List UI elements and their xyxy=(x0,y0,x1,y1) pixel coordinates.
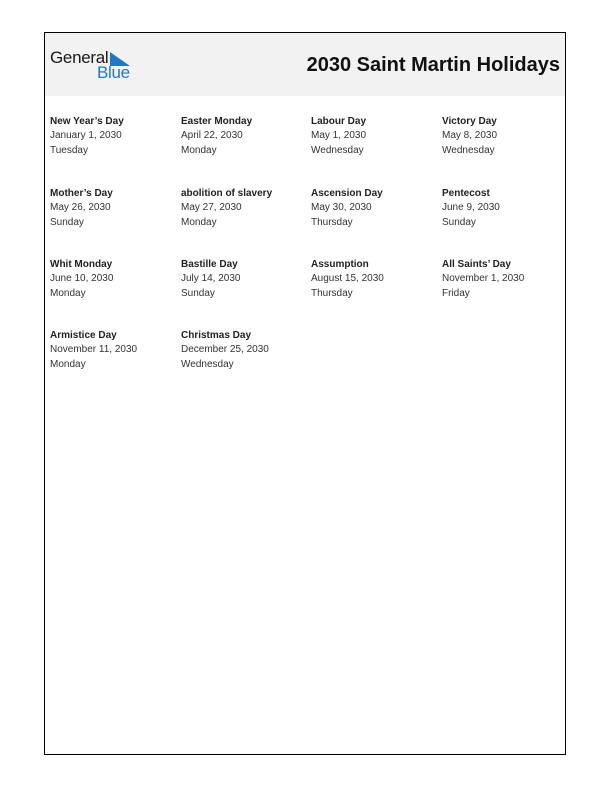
holiday-weekday: Friday xyxy=(442,287,470,299)
holiday-name: abolition of slavery xyxy=(181,188,273,199)
holiday-name: Victory Day xyxy=(442,116,497,127)
holiday-name: All Saints’ Day xyxy=(442,259,511,270)
holiday-item xyxy=(181,258,306,301)
holiday-item xyxy=(181,329,306,372)
holiday-name: Easter Monday xyxy=(181,116,253,127)
holiday-date: May 8, 2030 xyxy=(442,130,498,142)
holiday-item xyxy=(181,187,306,230)
holiday-item xyxy=(442,115,567,158)
holiday-name: Ascension Day xyxy=(311,188,383,199)
holiday-date: May 27, 2030 xyxy=(181,202,242,214)
holiday-name: New Year’s Day xyxy=(50,116,124,127)
holiday-item xyxy=(50,258,175,301)
holiday-item xyxy=(50,329,175,372)
holiday-weekday: Wednesday xyxy=(311,144,364,156)
holiday-item xyxy=(442,187,567,230)
holiday-weekday: Monday xyxy=(181,144,217,156)
holiday-item xyxy=(311,187,436,230)
header-band xyxy=(45,33,565,96)
holiday-date: June 9, 2030 xyxy=(442,202,500,214)
holiday-item xyxy=(50,187,175,230)
holiday-weekday: Monday xyxy=(50,287,86,299)
holiday-weekday: Thursday xyxy=(311,216,353,228)
holiday-weekday: Monday xyxy=(50,358,86,370)
holiday-weekday: Thursday xyxy=(311,287,353,299)
holiday-name: Pentecost xyxy=(442,188,490,199)
holiday-date: August 15, 2030 xyxy=(311,273,384,285)
holiday-item xyxy=(181,115,306,158)
holiday-date: November 11, 2030 xyxy=(50,344,138,356)
holiday-name: Whit Monday xyxy=(50,259,113,270)
holiday-date: May 1, 2030 xyxy=(311,130,367,142)
logo-word-blue: Blue xyxy=(97,63,130,82)
holiday-weekday: Monday xyxy=(181,216,217,228)
page-title: 2030 Saint Martin Holidays xyxy=(306,54,560,76)
logo-word-general: General xyxy=(50,48,109,67)
holiday-weekday: Tuesday xyxy=(50,144,88,156)
holiday-date: April 22, 2030 xyxy=(181,130,243,142)
calendar-sheet xyxy=(44,32,566,755)
holiday-name: Mother’s Day xyxy=(50,188,113,199)
holiday-name: Armistice Day xyxy=(50,330,117,341)
holiday-name: Christmas Day xyxy=(181,330,252,341)
holiday-date: January 1, 2030 xyxy=(50,130,122,142)
holiday-item xyxy=(311,115,436,158)
holiday-weekday: Wednesday xyxy=(442,144,495,156)
holiday-item xyxy=(50,115,175,158)
holiday-weekday: Sunday xyxy=(442,216,476,228)
holiday-name: Bastille Day xyxy=(181,259,238,270)
holiday-date: June 10, 2030 xyxy=(50,273,114,285)
holiday-name: Assumption xyxy=(311,259,369,270)
holiday-weekday: Sunday xyxy=(181,287,215,299)
holiday-date: December 25, 2030 xyxy=(181,344,269,356)
holiday-date: May 30, 2030 xyxy=(311,202,372,214)
holiday-weekday: Sunday xyxy=(50,216,84,228)
holiday-item xyxy=(442,258,567,301)
logo xyxy=(50,48,140,84)
holiday-date: November 1, 2030 xyxy=(442,273,525,285)
holiday-weekday: Wednesday xyxy=(181,358,234,370)
holiday-date: July 14, 2030 xyxy=(181,273,241,285)
holiday-name: Labour Day xyxy=(311,116,367,127)
holiday-date: May 26, 2030 xyxy=(50,202,111,214)
holiday-item xyxy=(311,258,436,301)
